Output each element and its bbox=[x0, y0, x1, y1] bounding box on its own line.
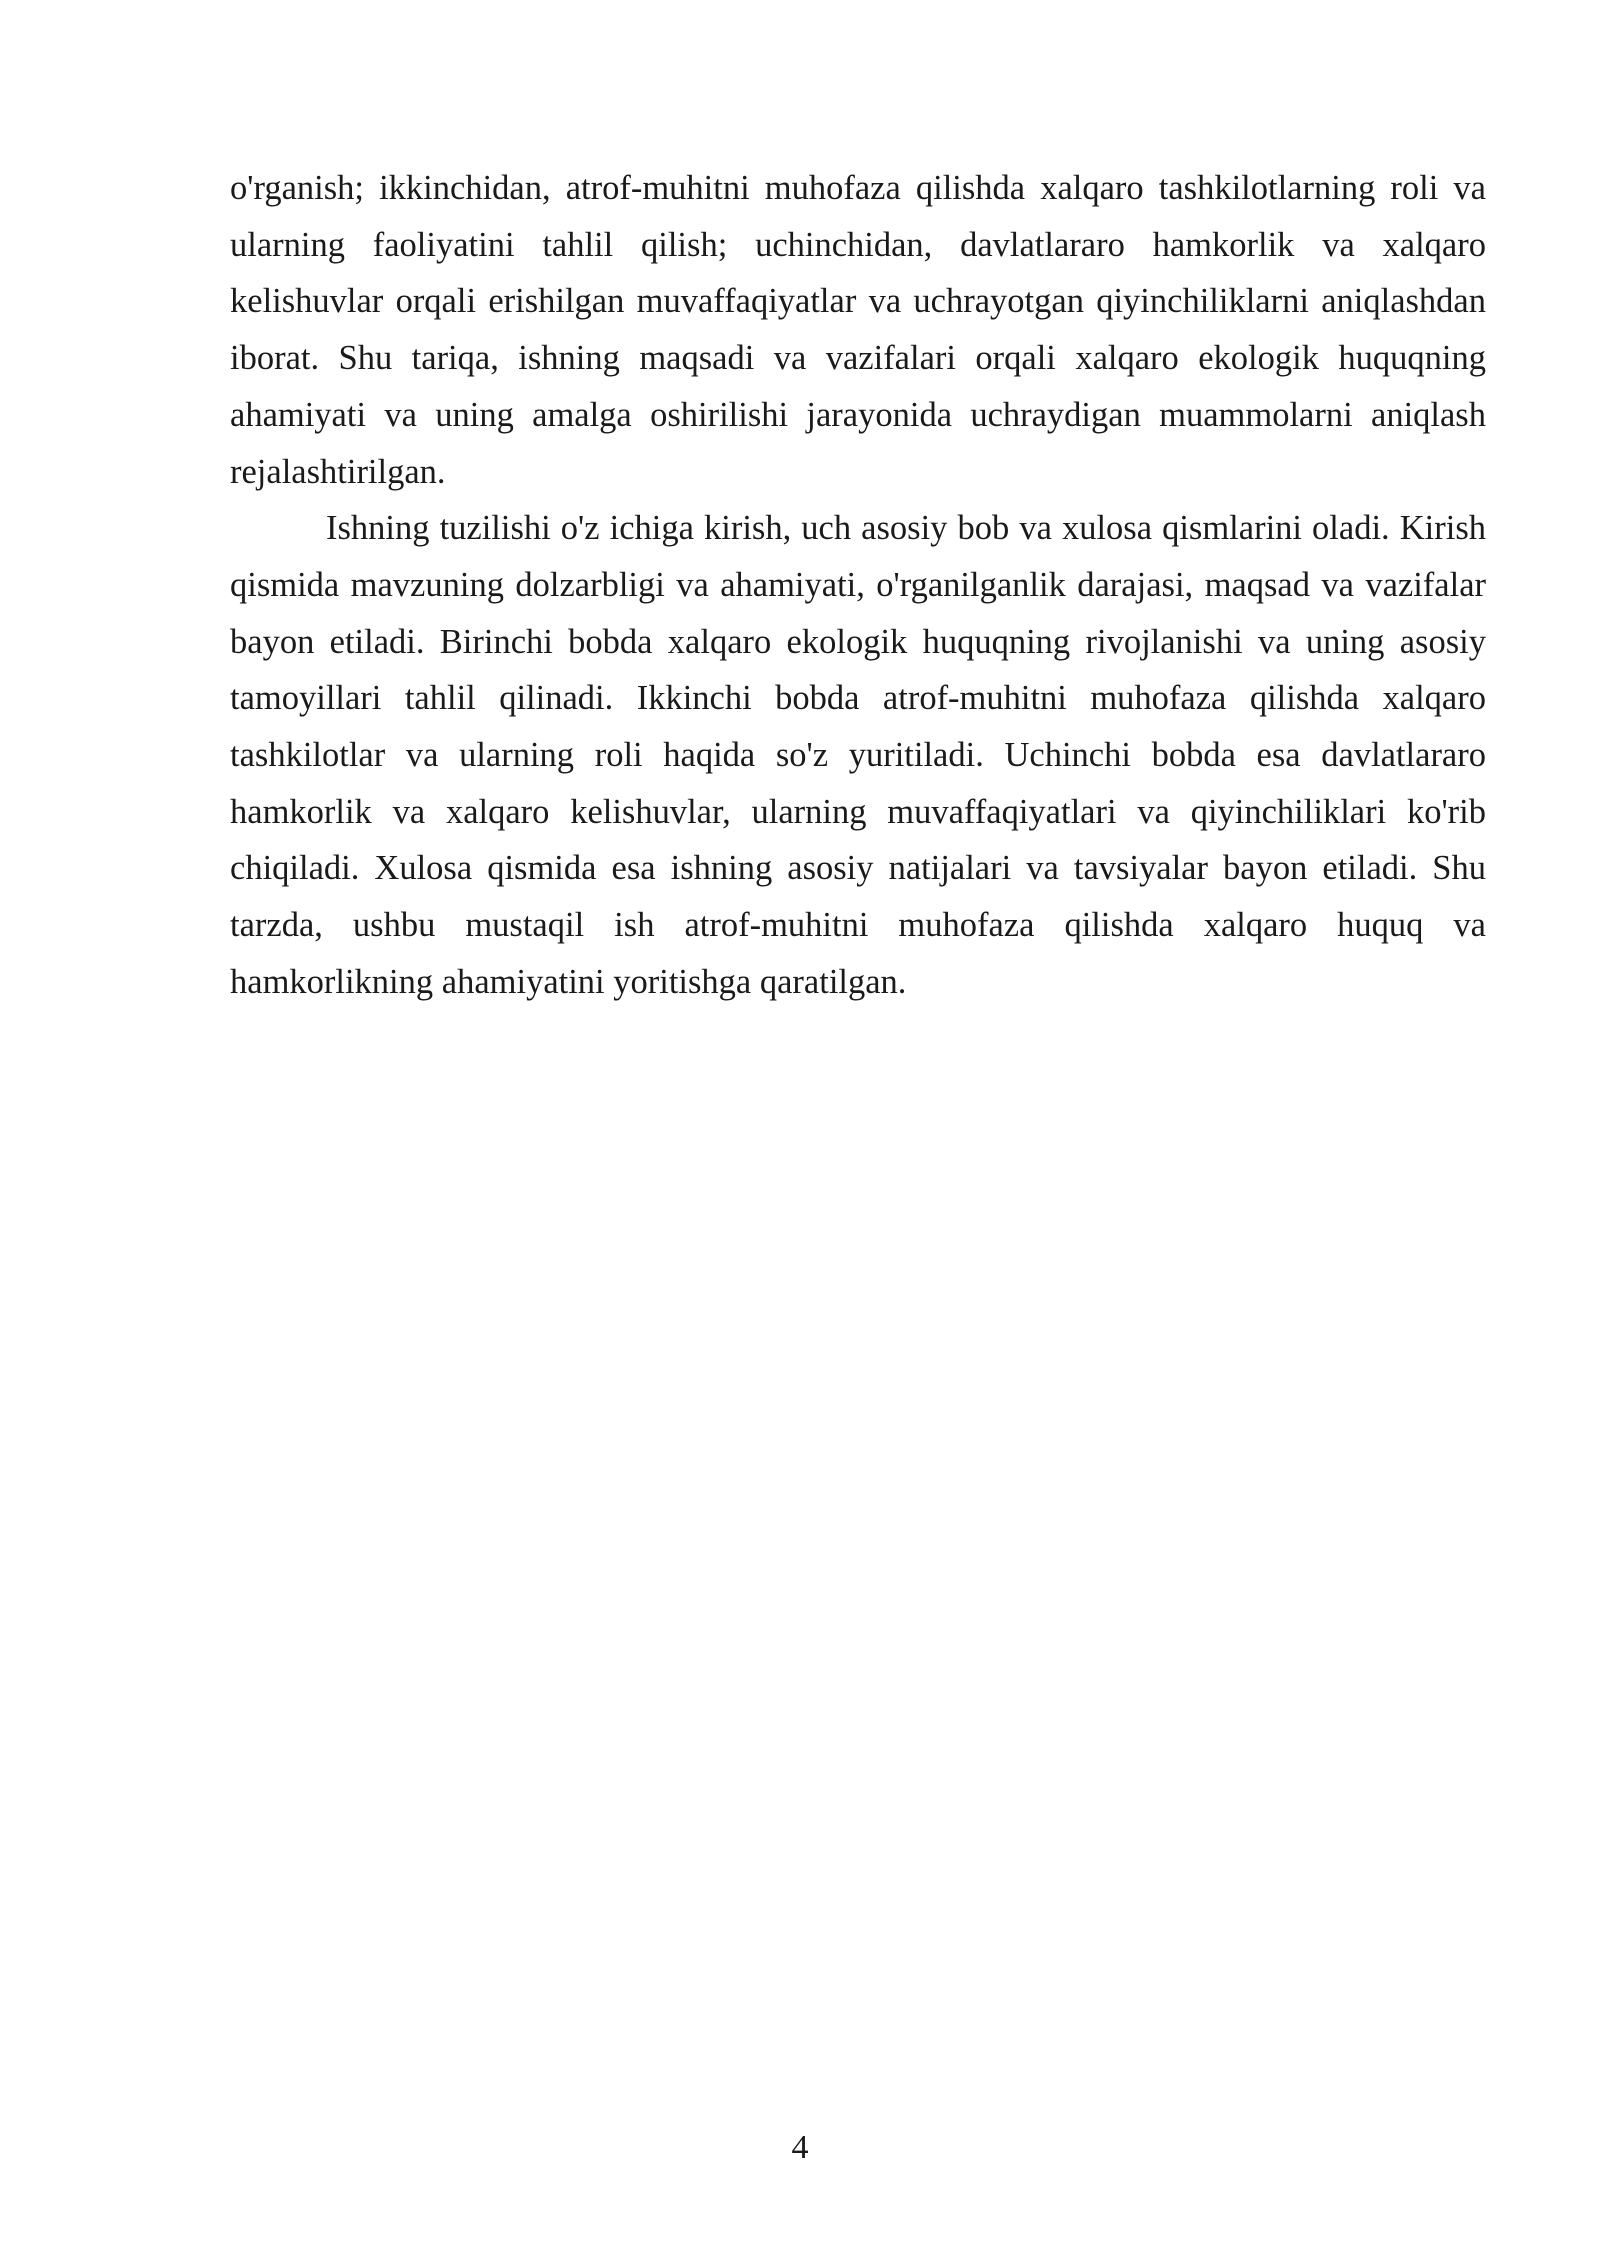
paragraph-continuation: o'rganish; ikkinchidan, atrof-muhitni muhofaza qilishda xalqaro tashkilotlarning roli va ularning faoliyatini tahlil qilish; uchinchidan, davlatlararo hamkorlik va xalqaro kelishuvlar orqali erishilgan muvaffaqiyatlar va uchrayotgan qiyinchiliklarni aniqlashdan iborat. Shu tariqa, ishning maqsadi va vazifalari orqali xalqaro ekologik huquqning ahamiyati va uning amalga oshirilishi jarayonida uchraydigan muammolarni aniqlash rejalashtirilgan. bbox=[230, 169, 1486, 491]
paragraph-structure: Ishning tuzilishi o'z ichiga kirish, uch asosiy bob va xulosa qismlarini oladi. Kirish qismida mavzuning dolzarbligi va ahamiyati, o'rganilganlik darajasi, maqsad va vazifalar bayon etiladi. Birinchi bobda xalqaro ekologik huquqning rivojlanishi va uning asosiy tamoyillari tahlil qilinadi. Ikkinchi bobda atrof-muhitni muhofaza qilishda xalqaro tashkilotlar va ularning roli haqida so'z yuritiladi. Uchinchi bobda esa davlatlararo hamkorlik va xalqaro kelishuvlar, ularning muvaffaqiyatlari va qiyinchiliklari ko'rib chiqiladi. Xulosa qismida esa ishning asosiy natijalari va tavsiyalar bayon etiladi. Shu tarzda, ushbu mustaqil ish atrof-muhitni muhofaza qilishda xalqaro huquq va hamkorlikning ahamiyatini yoritishga qaratilgan. bbox=[230, 509, 1486, 1001]
body-text bbox=[230, 160, 1486, 1011]
page-number: 4 bbox=[791, 2129, 809, 2166]
